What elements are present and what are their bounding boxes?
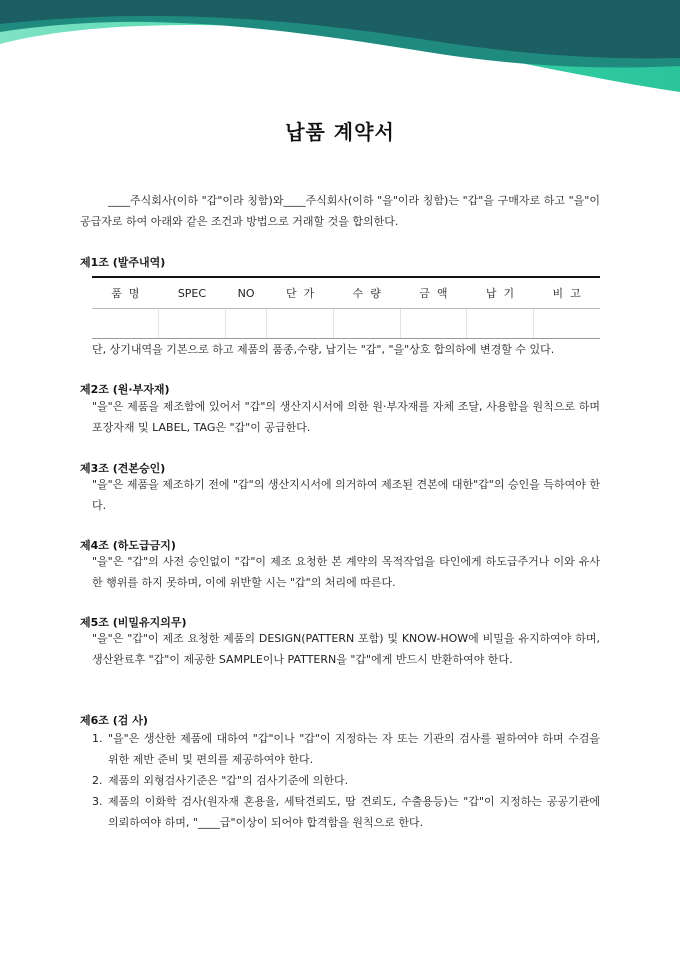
article3-body: "을"은 제품을 제조하기 전에 "갑"의 생산지시서에 의거하여 제조된 견본에 대한"갑"의 승인을 득하여야 한다. [92, 478, 600, 512]
table-header-cell: 수 량 [333, 277, 400, 309]
list-item-text: 제품의 이화학 검사(원자재 혼용율, 세탁견뢰도, 땀 견뢰도, 수출용등)는 "갑"이 지정하는 공공기관에 의뢰하여야 하며, "____급"이상이 되어야 합격함을 원칙으로 한다. [108, 795, 600, 829]
document-title: 납품 계약서 [285, 120, 395, 144]
table-header-cell: 납 기 [467, 277, 534, 309]
article1-note: 단, 상기내역을 기본으로 하고 제품의 품종,수량, 납기는 "갑", "을"상호 합의하에 변경할 수 있다. [92, 343, 555, 356]
article5-heading: 제5조 (비밀유지의무) [80, 616, 187, 629]
article5-body: "을"은 "갑"이 제조 요청한 제품의 DESIGN(PATTERN 포함) 및 KNOW-HOW에 비밀을 유지하여야 하며, 생산완료후 "갑"이 제공한 SAMPLE이나 PATTERN을 "갑"에게 반드시 반환하여야 한다. [92, 632, 600, 666]
table-cell[interactable] [267, 309, 334, 339]
article2-body: "을"은 제품을 제조함에 있어서 "갑"의 생산지시서에 의한 원·부자재를 자체 조달, 사용함을 원칙으로 하며 포장자재 및 LABEL, TAG은 "갑"이 공급한다. [92, 400, 600, 434]
table-header-cell: NO [225, 277, 267, 309]
article6-heading: 제6조 (검 사) [80, 714, 148, 727]
list-item [92, 728, 600, 770]
list-item-number: 1. [92, 732, 103, 745]
article4-body: "을"은 "갑"의 사전 승인없이 "갑"이 제조 요청한 본 계약의 목적작업을 타인에게 하도급주거나 이와 유사한 행위를 하지 못하며, 이에 위반할 시는 "갑"의 처리에 따른다. [92, 555, 600, 589]
table-header-cell: 비 고 [533, 277, 600, 309]
inspection-list [92, 728, 600, 833]
table-cell[interactable] [467, 309, 534, 339]
list-item-number: 3. [92, 795, 103, 808]
table-row [92, 309, 600, 339]
article4-heading: 제4조 (하도급금지) [80, 539, 176, 552]
article2-heading: 제2조 (원·부자재) [80, 383, 170, 396]
table-header-cell: SPEC [159, 277, 226, 309]
intro-paragraph: ____주식회사(이하 "갑"이라 칭함)와____주식회사(이하 "을"이라 칭함)는 "갑"을 구매자로 하고 "을"이 공급자로 하여 아래와 같은 조건과 방법으로 거래할 것을 합의한다. [80, 194, 600, 228]
article1-heading: 제1조 (발주내역) [80, 256, 166, 269]
table-header-cell: 단 가 [267, 277, 334, 309]
article3-heading: 제3조 (견본승인) [80, 462, 166, 475]
header-wave-decoration [0, 0, 680, 100]
order-details-table [92, 276, 600, 339]
table-header-cell: 품 명 [92, 277, 159, 309]
list-item-text: "을"은 생산한 제품에 대하여 "갑"이나 "갑"이 지정하는 자 또는 기관의 검사를 필하여야 하며 수검을 위한 제반 준비 및 편의를 제공하여야 한다. [108, 732, 600, 766]
table-cell[interactable] [533, 309, 600, 339]
table-cell[interactable] [400, 309, 467, 339]
list-item-text: 제품의 외형검사기준은 "갑"의 검사기준에 의한다. [108, 774, 349, 787]
table-cell[interactable] [333, 309, 400, 339]
table-header-row [92, 277, 600, 309]
list-item [92, 770, 600, 791]
table-cell[interactable] [159, 309, 226, 339]
list-item-number: 2. [92, 774, 103, 787]
table-header-cell: 금 액 [400, 277, 467, 309]
list-item [92, 791, 600, 833]
table-cell[interactable] [225, 309, 267, 339]
table-cell[interactable] [92, 309, 159, 339]
